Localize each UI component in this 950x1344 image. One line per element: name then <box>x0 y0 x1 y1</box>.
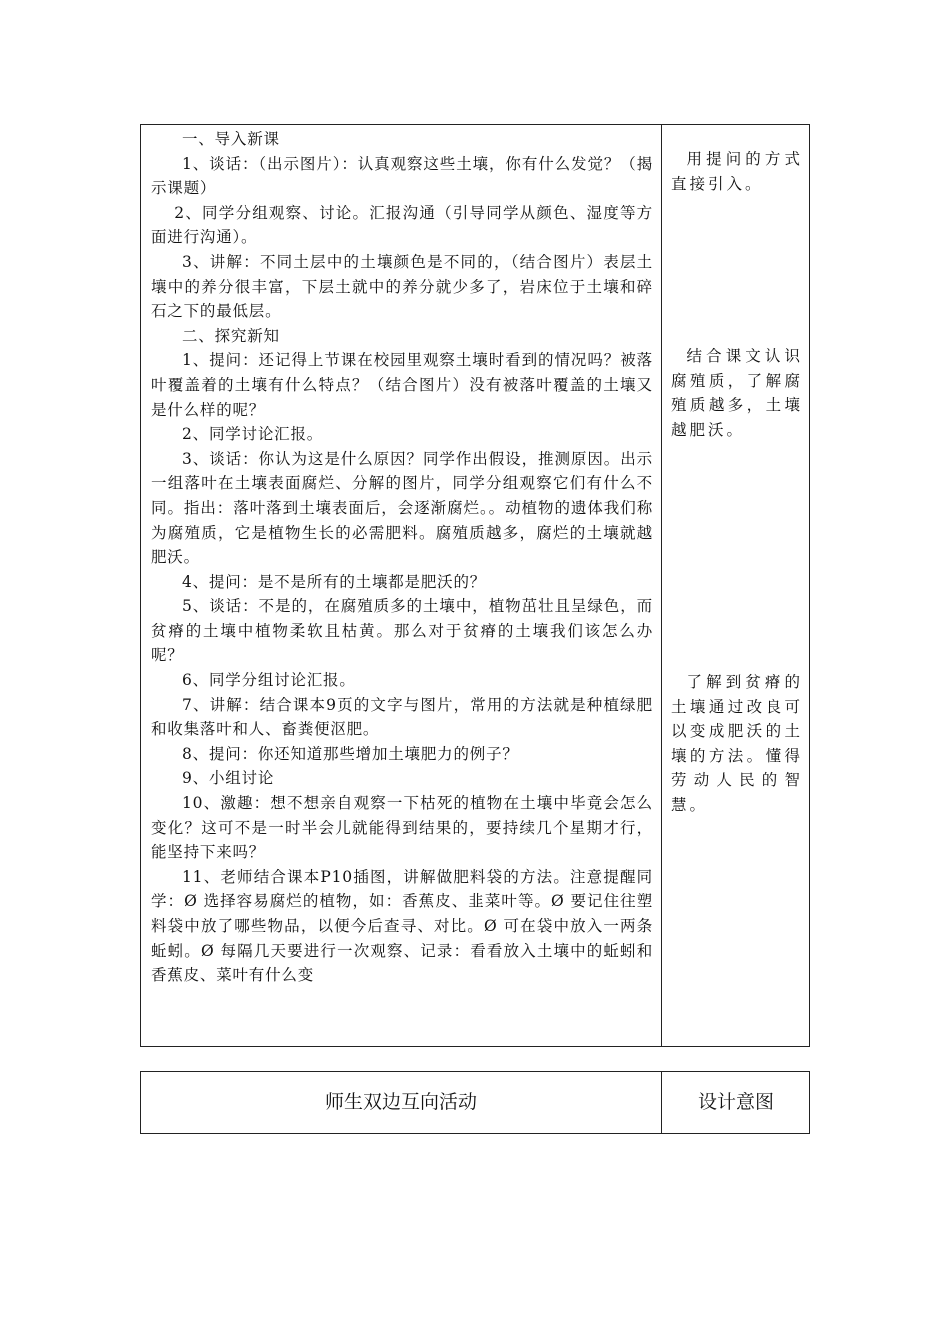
header-activities: 师生双边互向活动 <box>324 1091 477 1113</box>
activities-cell <box>151 127 653 988</box>
lesson-table <box>140 124 810 1047</box>
activity-paragraph: 10、激趣：想不想亲自观察一下枯死的植物在土壤中毕竟会怎么变化？这可不是一时半会儿就能得到结果的，要持续几个星期才行，能坚持下来吗？ <box>151 794 653 862</box>
section-title-intro: 一、导入新课 <box>182 130 280 148</box>
design-intent-note-3 <box>671 670 803 818</box>
activity-paragraph: 7、讲解：结合课本9页的文字与图片，常用的方法就是种植绿肥和收集落叶和人、畜粪便沤肥。 <box>151 695 653 739</box>
activity-paragraph: 2、同学讨论汇报。 <box>182 425 324 444</box>
activity-paragraph: 8、提问：你还知道那些增加土壤肥力的例子？ <box>182 744 519 763</box>
intent-text: 结合课文认识腐殖质，了解腐殖质越多，土壤越肥沃。 <box>671 347 803 439</box>
activity-paragraph: 9、小组讨论 <box>182 769 275 788</box>
intent-text: 了解到贫瘠的土壤通过改良可以变成肥沃的土壤的方法。懂得劳动人民的智慧。 <box>671 673 803 814</box>
intent-text: 用提问的方式直接引入。 <box>671 150 803 193</box>
header-table <box>140 1071 810 1134</box>
activity-paragraph: 5、谈话：不是的，在腐殖质多的土壤中，植物茁壮且呈绿色，而贫瘠的土壤中植物柔软且枯黄。那么对于贫瘠的土壤我们该怎么办呢？ <box>151 597 653 665</box>
design-intent-note-1 <box>671 147 803 196</box>
activity-paragraph: 3、讲解：不同土层中的土壤颜色是不同的，（结合图片）表层土壤中的养分很丰富，下层土就中的养分就少多了，岩床位于土壤和碎石之下的最低层。 <box>151 252 653 321</box>
activity-paragraph: 1、谈话：（出示图片）：认真观察这些土壤，你有什么发觉？（揭示课题） <box>151 154 653 198</box>
header-design-intent: 设计意图 <box>697 1091 774 1113</box>
section-title-explore: 二、探究新知 <box>182 326 280 345</box>
activity-paragraph: 1、提问：还记得上节课在校园里观察土壤时看到的情况吗？被落叶覆盖着的土壤有什么特点？（结合图片）没有被落叶覆盖的土壤又是什么样的呢？ <box>151 351 653 419</box>
activity-paragraph: 3、谈话：你认为这是什么原因？同学作出假设，推测原因。出示一组落叶在土壤表面腐烂、分解的图片，同学分组观察它们有什么不同。指出：落叶落到土壤表面后，会逐渐腐烂。。动植物的遗体我们称为腐殖质，它是植物生长的必需肥料。腐殖质越多，腐烂的土壤就越肥沃。 <box>151 449 653 567</box>
design-intent-note-2 <box>671 344 803 442</box>
activity-paragraph: 4、提问：是不是所有的土壤都是肥沃的？ <box>182 572 487 591</box>
activity-paragraph: 11、老师结合课本P10插图，讲解做肥料袋的方法。注意提醒同学：Ø 选择容易腐烂的植物，如：香蕉皮、韭菜叶等。Ø 要记住往塑料袋中放了哪些物品，以便今后查寻、对比。Ø 可在袋中放入一两条蚯蚓。Ø 每隔几天要进行一次观察、记录：看看放入土壤中的蚯蚓和香蕉皮、菜叶有什么变 <box>151 867 653 985</box>
activity-paragraph: 6、同学分组讨论汇报。 <box>182 671 356 690</box>
activity-paragraph: 2、同学分组观察、讨论。汇报沟通（引导同学从颜色、湿度等方面进行沟通）。 <box>151 203 653 247</box>
column-divider <box>661 125 662 1046</box>
